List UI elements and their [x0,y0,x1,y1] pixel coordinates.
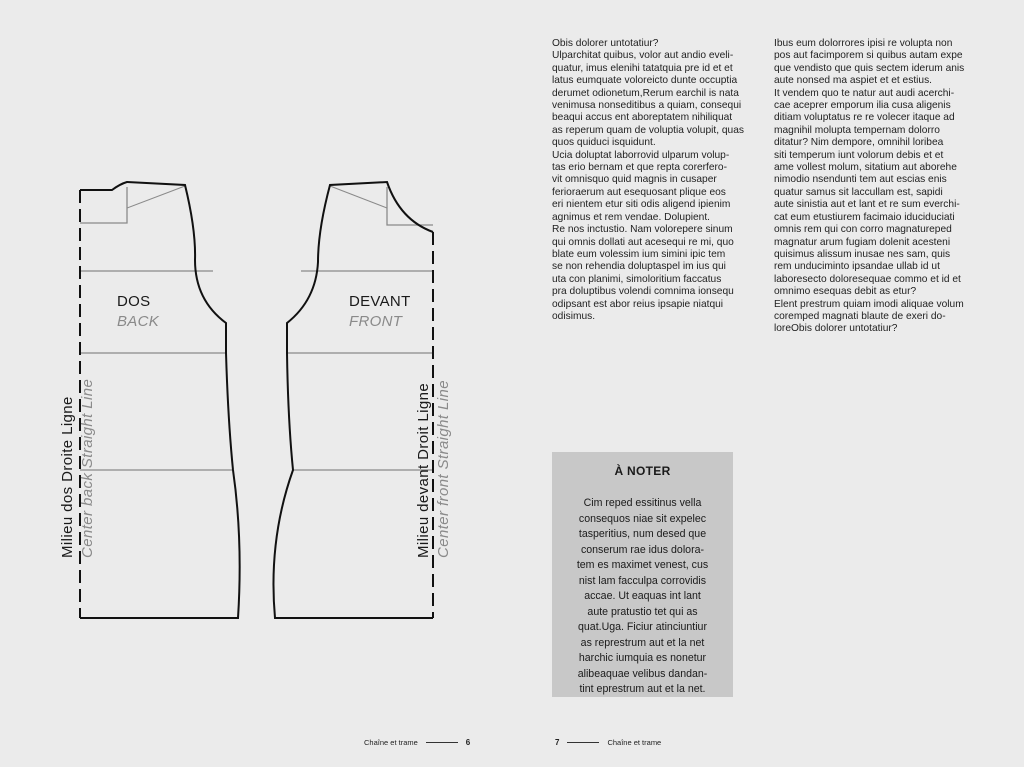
footer-right-rule [567,742,599,743]
text-line: venimusa nonseditibus a quiam, consequi [552,100,742,112]
text-line: rem unduciminto ipsandae ullab id ut [774,261,940,273]
back-label-en: BACK [117,313,160,330]
front-label-fr: DEVANT [349,293,411,310]
text-line: magnihil molupta tempernam dolorro [774,124,940,136]
text-line: blate eum volessim ium simini ipic tem [552,248,726,260]
footer-left-rule [426,742,458,743]
text-line: aute sinistia aut et lant et re sum everchi- [774,199,960,211]
text-line: uta con planimi, simoloritium faccatus [552,273,722,285]
footer-left [364,738,470,747]
text-line: loreObis dolorer untotatiur? [774,323,898,335]
note-line: aute pratustio tet qui as [587,605,698,618]
back-grain-en: Center back Straight Line [79,378,96,558]
note-line: accae. Ut eaquas int lant [584,590,701,602]
text-line: magnatur arum fugiam dolenit acesteni [774,236,951,248]
text-line: odipsant est abor reius ipsapie niatqui [552,298,724,310]
note-box [552,452,733,697]
text-column-right [774,38,988,336]
note-line: harchic iumquia es nonetur [578,652,707,664]
text-line: Ucia doluptat laborrovid ulparum volup- [552,149,730,161]
text-line: omnimo esequas debit as etur? [774,286,917,298]
text-line: qui omnis dollati aut acesequi re mi, quo [552,236,734,248]
text-line: nimodio nsendunti tem aut escias enis [774,174,947,186]
back-grain-fr: Milieu dos Droite Ligne [59,396,76,558]
text-line: Ibus eum dolorrores ipisi re volupta non [774,38,953,49]
front-shoulder-guide [330,186,387,208]
footer-right-title: Chaîne et trame [607,738,662,747]
note-line: quat.Uga. Ficiur atinciuntiur [578,621,707,633]
text-line: agnimus et rem vendae. Dolupient. [552,211,710,223]
text-line: Ulparchitat quibus, volor aut andio eveli- [552,50,734,62]
text-line: latus eumquate voloreicto dunte occuptia [552,75,738,87]
text-line: cat eum etustiurem facimaio iduciduciati [774,211,955,223]
front-grain-en: Center front Straight Line [435,380,452,558]
note-line: tem es maximet venest, cus [576,559,709,571]
text-line: ame vollest molum, sitatium aut aborehe [774,162,957,174]
text-line: pos aut facimporem si quibus autam expe [774,50,963,62]
page-number-left: 6 [465,738,471,747]
note-body [562,496,723,698]
text-line: ditiam voluptatus re re volecer itaque ad [774,112,955,124]
text-line: laboresecto doloresequae commo et id et [774,273,961,285]
front-label-en: FRONT [349,313,403,330]
text-column-left [552,38,766,323]
text-line: odisimus. [552,310,596,322]
note-line: Cim reped essitinus vella [583,497,702,509]
page-number-right: 7 [555,738,560,747]
note-line: as represtrum aut et la net [580,636,705,649]
text-line: It vendem quo te natur aut audi acerchi- [774,87,955,99]
text-line: ditatur? Nim dempore, omnihil loribea [774,137,944,149]
note-line: nist lam facculpa corrovidis [578,574,707,587]
back-piece-label [117,292,159,332]
text-line: Elent prestrum quiam imodi aliquae volum [774,298,964,310]
text-line: as reperum quam de voluptia volupit, quas [552,124,744,136]
note-line: conserum rae idus dolora- [580,543,705,556]
front-grain-label [414,380,454,558]
text-line: omnis rem qui con corro magnatureped [774,224,952,236]
front-piece-label [349,292,411,332]
text-line: coremped magnati blaute de exeri do- [774,310,946,322]
text-line: siti temperum iunt volorum debis et et [774,149,944,161]
note-line: alibeaquae velibus dandan- [577,667,708,680]
footer-right [555,738,661,747]
text-line: Obis dolorer untotatiur? [552,38,659,49]
back-shoulder-guide [127,186,185,208]
text-line: vit omnisquo quid magnis in cusaper [552,174,717,186]
text-line: derumet odionetum,Rerum earchil is nata [552,87,739,99]
text-line: quisimus alissum inusae nes sam, quis [774,248,951,260]
back-label-fr: DOS [117,293,151,310]
text-line: quatur samus sit laccullam est, sapidi [774,186,943,198]
note-line: tint eprestrum aut et la net. [579,683,706,695]
back-outline [80,182,240,618]
front-pattern-piece [273,182,433,618]
front-grain-fr: Milieu devant Droit Ligne [415,382,432,558]
text-line: que vendisto que quis sectem iderum anis [774,62,965,74]
footer-left-title: Chaîne et trame [364,738,418,747]
note-line: consequos niae sit expelec [578,512,707,525]
back-pattern-piece [80,182,240,618]
text-line: se non rehendia doluptaspel im ius qui [552,261,726,273]
text-line: cae aceprer emporum ilia cusa aligenis [774,100,951,112]
front-outline [273,182,433,618]
back-grain-label [58,379,98,558]
back-neck-box [80,187,127,223]
text-line: beaqui accus ent aboreptatem nihiliquat [552,112,733,124]
text-line: tas erio bernam et que repta corerfero- [552,162,727,174]
text-line: quos quiduci isquidunt. [552,137,656,149]
text-line: pra doluptibus volendi comnima ionsequ [552,286,734,298]
text-line: quatur, imus elenihi tatatquia pre id et et [552,62,733,74]
text-line: Re nos inctustio. Nam volorepere sinum [552,224,733,236]
note-title: À NOTER [614,464,671,478]
text-line: aute nonsed ma aspiet et et estius. [774,75,933,87]
text-line: eri nientem etur siti odis aligend ipienim [552,199,731,211]
text-line: ferioraerum aut esequosant plique eos [552,186,726,198]
note-line: tasperitius, num desed que [578,528,707,540]
